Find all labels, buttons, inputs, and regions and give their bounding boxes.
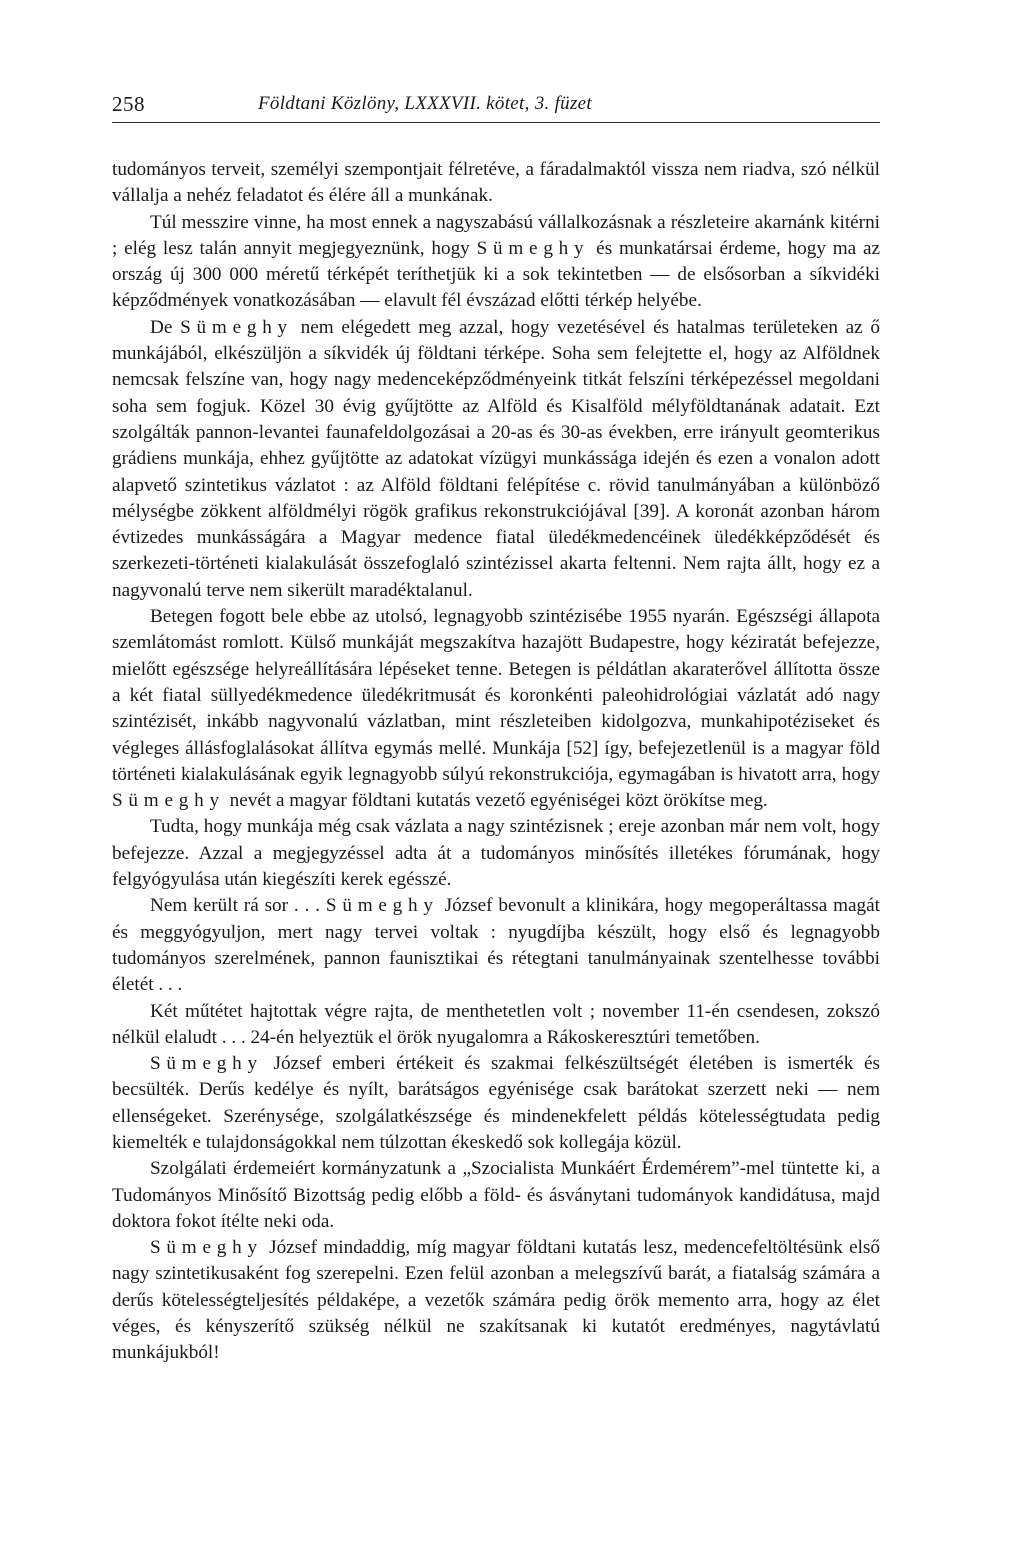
paragraph bbox=[112, 999, 880, 1052]
paragraph bbox=[112, 814, 880, 893]
paragraph-text: Betegen fogott bele ebbe az utolsó, legnagyobb szintézisébe 1955 nyarán. Egészségi állapota szemlátomást romlott. Külső munkáját megszakítva hazajött Budapestre, hogy kéziratát befejezze, mielőtt egészsége helyreállítására lépéseket tenne. Betegen is példátlan akaraterővel állította össze a két fiatal süllyedékmedence üledékritmusát és koronkénti paleohidrológiai vázlatát adó nagy szintézisét, inkább nagyvonalú vázlatban, mint részleteiben kidolgozva, munkahipotéziseket és végleges állásfoglalásokat állítva egymás mellé. Munkája [52] így, befejezetlenül is a magyar föld történeti kialakulásának egyik legnagyobb súlyú rekonstrukciója, egymagában is hivatott arra, hogy bbox=[112, 606, 880, 785]
paragraph-text: József emberi értékeit és szakmai felkészültségét életében is ismerték és becsülték. Derűs kedélye és nyílt, barátságos egyénisége csak barátokat szerzett neki — nem ellenségeket. Szerénysége, szolgálatkészsége és mindenekfelett példás kötelességtudata pedig kiemelték e tulajdonságokkal nem túlzottan ékeskedő sok kollegája közül. bbox=[112, 1053, 880, 1153]
paragraph-text: De bbox=[150, 316, 181, 338]
author-name-spaced: Sümeghy bbox=[476, 237, 590, 259]
paragraph-text: és munkatársai érdeme, hogy ma az ország új 300 000 méretű térképét teríthetjük ki a sok tekintetben — de elsősorban a síkvidéki képződmények vonatkozásában — elavult fél évszázad előtti térkép helyébe. bbox=[112, 237, 881, 312]
paragraph bbox=[112, 1156, 880, 1235]
author-name-spaced: Sümeghy bbox=[150, 1053, 263, 1075]
paragraph-text: Nem került rá sor . . . bbox=[150, 895, 326, 917]
paragraph bbox=[112, 210, 880, 315]
author-name-spaced: Sümeghy bbox=[112, 790, 225, 812]
paragraph-text: Szolgálati érdemeiért kormányzatunk a „Szocialista Munkáért Érdemérem”-mel tüntette ki, a Tudományos Minősítő Bizottság pedig előbb a föld- és ásványtani tudományok kandidátusa, majd doktora fokot ítélte neki oda. bbox=[112, 1158, 880, 1232]
paragraph bbox=[112, 604, 880, 814]
running-header bbox=[112, 88, 880, 123]
article-body bbox=[112, 157, 880, 1367]
paragraph-text: tudományos terveit, személyi szempontjait félretéve, a fáradalmaktól vissza nem riadva, szó nélkül vállalja a nehéz feladatot és élére áll a munkának. bbox=[112, 159, 880, 207]
paragraph bbox=[112, 1235, 880, 1366]
author-name-spaced: Sümeghy bbox=[180, 316, 293, 338]
paragraph-text: Tudta, hogy munkája még csak vázlata a nagy szintézisnek ; ereje azonban már nem volt, hogy befejezze. Azzal a megjegyzéssel adta át a tudományos minősítés illetékes fórumának, hogy felgyógyulása után kiegészíti kerek egésszé. bbox=[112, 816, 880, 891]
page-number: 258 bbox=[112, 92, 145, 116]
paragraph bbox=[112, 893, 880, 998]
journal-title: Földtani Közlöny, LXXXVII. kötet, 3. füzet bbox=[258, 93, 592, 114]
paragraph-text: Túl messzire vinne, ha most ennek a nagyszabású vállalkozásnak a részleteire akarnánk kitérni ; elég lesz talán annyit megjegyeznünk, hogy bbox=[112, 211, 880, 259]
paragraph-text: nem elégedett meg azzal, hogy vezetésével és hatalmas területeken az ő munkájából, elkészüljön a síkvidék új földtani térképe. Soha sem felejtette el, hogy az Alföldnek nemcsak felszíne van, hogy nagy medenceképződményeink titkát felszíni térképezéssel megoldani soha sem fogjuk. Közel 30 évig gyűjtötte az Alföld és Kisalföld mélyföldtanának adatait. Ezt szolgálták pannon-levantei faunafeldolgozásai a 20-as és 30-as években, erre irányult geomterikus grádiens munkája, ehhez gyűjtötte az adatokat vízügyi munkássága idején és ezen a vonalon adott alapvető szintetikus vázlatot : az Alföld földtani felépítése c. rövid tanulmányában a különböző mélységbe zökkent alföldmélyi rögök grafikus rekonstrukciójával [39]. A koronát azonban három évtizedes munkásságára a Magyar medence fiatal üledékmedencéinek üledékképződését és szerkezeti-történeti kialakulását összefoglaló szintézissel akarta feltenni. Nem rajta állt, hogy ez a nagyvonalú terve nem sikerült maradéktalanul. bbox=[112, 316, 881, 601]
document-page bbox=[112, 88, 880, 1367]
paragraph-text: József mindaddig, míg magyar földtani kutatás lesz, medencefeltöltésünk első nagy szintetikusaként fog szerepelni. Ezen felül azonban a melegszívű barát, a fiatalság számára a derűs kötelességteljesítés példaképe, a vezetők számára pedig örök memento arra, hogy az élet véges, és kényszerítő szükség nélkül ne szakítsanak ki kutatót eredményes, nagytávlatú munkájukból! bbox=[112, 1237, 880, 1364]
paragraph-text: József bevonult a klinikára, hogy megoperáltassa magát és meggyógyuljon, mert nagy tervei voltak : nyugdíjba készült, hogy első és legnagyobb tudományos szerelmének, pannon faunisztikai és rétegtani tanulmányainak szentelhesse további életét . . . bbox=[112, 895, 880, 996]
paragraph bbox=[112, 157, 880, 210]
author-name-spaced: Sümeghy bbox=[325, 895, 439, 917]
paragraph-text: nevét a magyar földtani kutatás vezető egyéniségei közt örökítse meg. bbox=[224, 790, 768, 812]
paragraph bbox=[112, 1051, 880, 1156]
author-name-spaced: Sümeghy bbox=[150, 1237, 263, 1259]
paragraph bbox=[112, 315, 880, 604]
paragraph-text: Két műtétet hajtottak végre rajta, de menthetetlen volt ; november 11-én csendesen, zokszó nélkül elaludt . . . 24-én helyeztük el örök nyugalomra a Rákoskeresztúri temetőben. bbox=[112, 1000, 880, 1048]
